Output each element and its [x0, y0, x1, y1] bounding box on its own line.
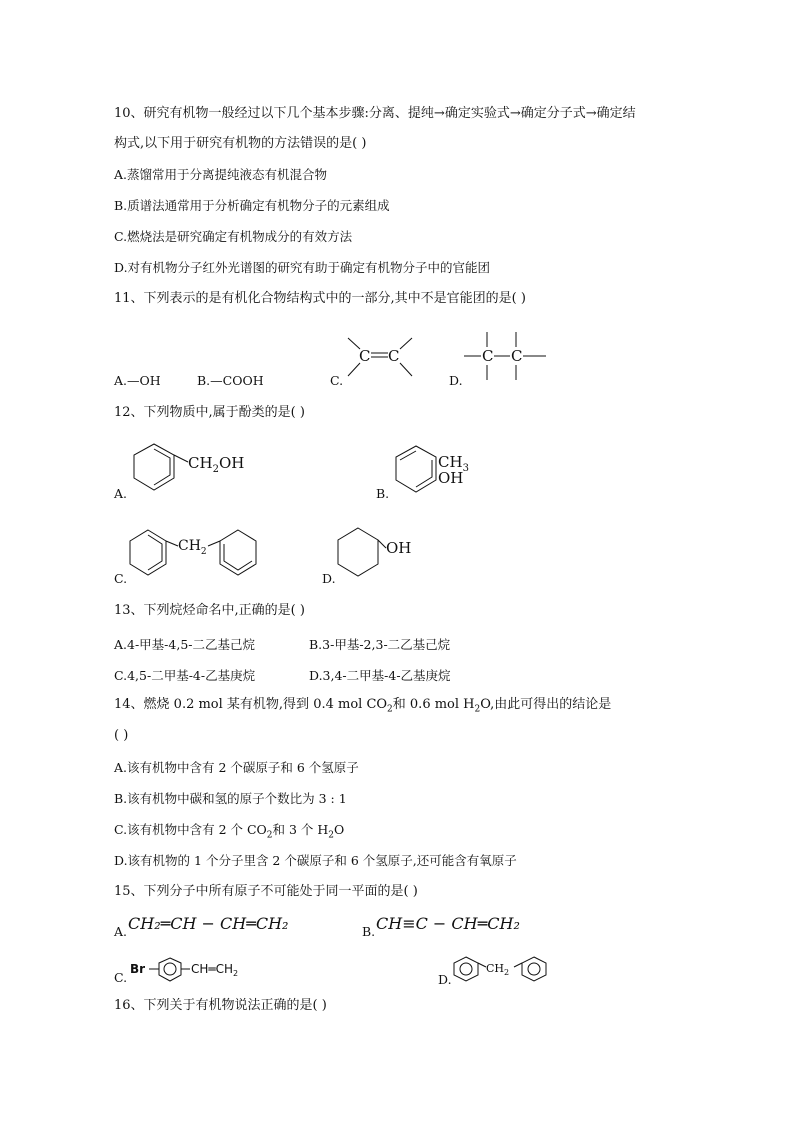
q15-d-link-sub: 2 — [504, 968, 510, 977]
q10-option-c: C.燃烧法是研究确定有机物成分的有效方法 — [114, 229, 353, 244]
q12-c-link: CH — [178, 538, 201, 554]
q11-option-c-structure — [340, 330, 420, 380]
q15-option-c-structure — [130, 954, 270, 984]
q13-option-a: A.4-甲基-4,5-二乙基己烷 — [114, 637, 256, 652]
q15-option-a-label: A. — [114, 924, 128, 939]
q11-option-d-label: D. — [449, 373, 463, 388]
q16-stem: 16、下列关于有机物说法正确的是( ) — [114, 998, 327, 1013]
q10-option-b: B.质谱法通常用于分析确定有机物分子的元素组成 — [114, 198, 390, 213]
q14-option-d: D.该有机物的 1 个分子里含 2 个碳原子和 6 个氢原子,还可能含有氧原子 — [114, 853, 517, 868]
q15-option-b-label: B. — [362, 924, 376, 939]
q12-option-a-label: A. — [114, 486, 128, 501]
q15-option-b-formula: CH≡C − CH═CH₂ — [376, 914, 520, 933]
q11-d-atom-left: C — [482, 347, 494, 365]
q15-c-br: Br — [130, 962, 146, 976]
q12-b-bottom: OH — [438, 469, 464, 487]
svg-text:CH═CH2 — [191, 962, 238, 978]
q14-option-c: C.该有机物中含有 2 个 $CO_2$和 3 个 $H_2O$ — [114, 822, 345, 841]
q12-a-tail: OH — [218, 454, 245, 472]
svg-text:CH2OH — [188, 454, 244, 475]
q11-option-a: A.—OH — [114, 373, 161, 388]
q12-option-d-label: D. — [322, 571, 336, 586]
q11-option-c-label: C. — [330, 373, 344, 388]
q10-option-a: A.蒸馏常用于分离提纯液态有机混合物 — [114, 167, 328, 182]
q13-option-d: D.3,4-二甲基-4-乙基庚烷 — [309, 668, 451, 683]
q13-option-c: C.4,5-二甲基-4-乙基庚烷 — [114, 668, 256, 683]
q11-d-atom-right: C — [511, 347, 523, 365]
q15-option-c-label: C. — [114, 970, 128, 985]
q12-b-top: CH — [438, 453, 463, 471]
q12-b-top-sub: 3 — [462, 463, 469, 474]
q15-c-vinyl: CH═CH — [191, 962, 234, 976]
svg-text:CH2 — [178, 538, 207, 557]
svg-text:CH2 — [486, 962, 509, 977]
q14-option-a: A.该有机物中含有 2 个碳原子和 6 个氢原子 — [114, 760, 359, 775]
q11-option-b: B.—COOH — [197, 373, 264, 388]
q12-d-group: OH — [386, 539, 412, 557]
q14-answer-blank: ( ) — [114, 728, 129, 743]
q11-option-d-structure — [464, 330, 550, 382]
q12-option-a-structure — [128, 440, 258, 498]
q13-option-b: B.3-甲基-2,3-二乙基己烷 — [309, 637, 451, 652]
q15-option-a-formula: CH₂═CH − CH═CH₂ — [128, 914, 289, 933]
q15-d-link: CH — [486, 962, 505, 975]
q12-option-c-label: C. — [114, 571, 128, 586]
q15-c-vinyl-sub: 2 — [233, 969, 239, 978]
q15-option-d-structure — [452, 954, 572, 984]
q10-stem-line2: 构式,以下用于研究有机物的方法错误的是( ) — [114, 136, 367, 151]
q12-a-group: CH — [188, 454, 213, 472]
q12-option-b-structure — [390, 442, 480, 500]
q11-c-atom-left: C — [359, 347, 371, 365]
q13-stem: 13、下列烷烃命名中,正确的是( ) — [114, 603, 305, 618]
q11-c-atom-right: C — [388, 347, 400, 365]
q12-option-b-label: B. — [376, 486, 390, 501]
q10-stem-line1: 10、研究有机物一般经过以下几个基本步骤:分离、提纯→确定实验式→确定分子式→确定结 — [114, 106, 636, 121]
q14-option-b: B.该有机物中碳和氢的原子个数比为 3 : 1 — [114, 791, 347, 806]
q14-stem: 14、燃烧 0.2 mol 某有机物,得到 0.4 mol $CO_2$和 0.6 mol $H_2O$,由此可得出的结论是 — [114, 697, 612, 715]
q15-stem: 15、下列分子中所有原子不可能处于同一平面的是( ) — [114, 884, 418, 899]
q12-c-link-sub: 2 — [200, 547, 207, 557]
q10-option-d: D.对有机物分子红外光谱图的研究有助于确定有机物分子中的官能团 — [114, 260, 491, 275]
q11-stem: 11、下列表示的是有机化合物结构式中的一部分,其中不是官能团的是( ) — [114, 291, 526, 306]
q15-option-d-label: D. — [438, 972, 452, 987]
q12-a-sub: 2 — [212, 464, 219, 475]
q12-option-c-structure — [126, 526, 266, 584]
q12-stem: 12、下列物质中,属于酚类的是( ) — [114, 405, 305, 420]
q12-option-d-structure — [336, 526, 426, 584]
